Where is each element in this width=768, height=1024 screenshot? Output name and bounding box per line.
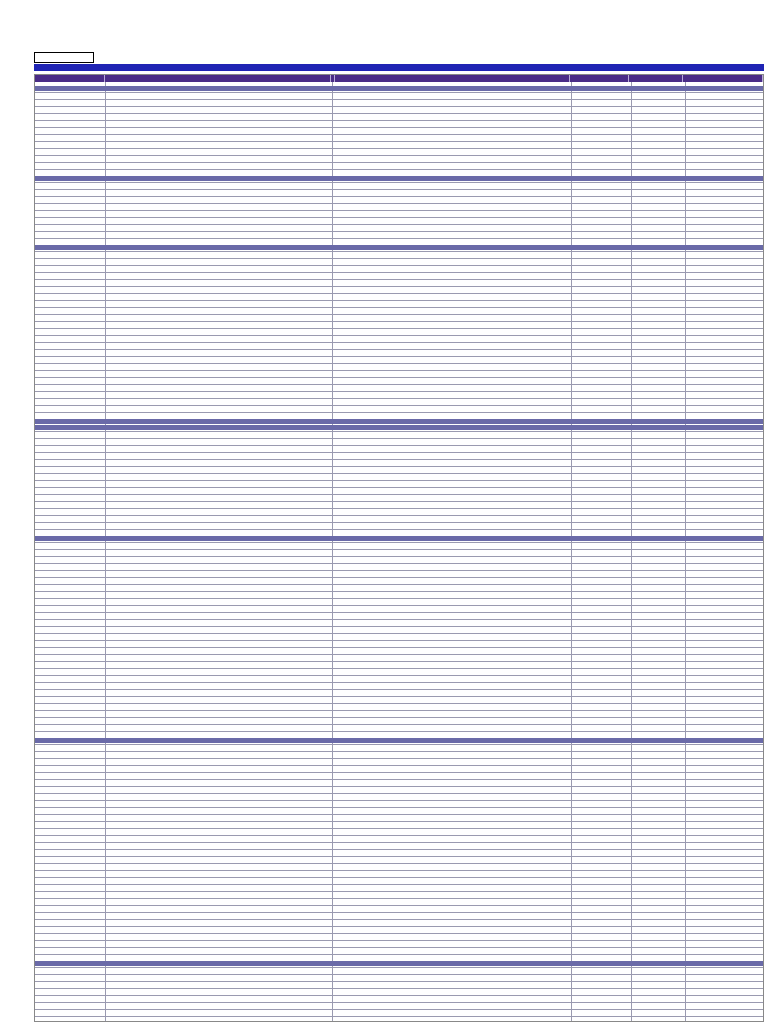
table-row <box>35 398 763 399</box>
table-row <box>35 919 763 920</box>
table-row <box>35 584 763 585</box>
back-to-index-link[interactable] <box>34 52 94 63</box>
table-row <box>35 182 763 183</box>
sheet-title-bar <box>34 64 764 71</box>
table-row <box>35 891 763 892</box>
table-row <box>35 494 763 495</box>
table-row <box>35 113 763 114</box>
table-row <box>35 549 763 550</box>
table-row <box>35 522 763 523</box>
table-row <box>35 779 763 780</box>
table-row <box>35 162 763 163</box>
table-row <box>35 501 763 502</box>
table-row <box>35 591 763 592</box>
table-row <box>35 412 763 413</box>
table-row <box>35 717 763 718</box>
table-row <box>35 563 763 564</box>
table-row <box>35 363 763 364</box>
table-row <box>35 335 763 336</box>
section-band <box>35 961 763 966</box>
table-row <box>35 300 763 301</box>
table-row <box>35 605 763 606</box>
table-row <box>35 473 763 474</box>
table-row <box>35 169 763 170</box>
table-row <box>35 954 763 955</box>
table-row <box>35 856 763 857</box>
table-row <box>35 835 763 836</box>
table-row <box>35 898 763 899</box>
table-row <box>35 556 763 557</box>
table-row <box>35 92 763 93</box>
table-row <box>35 127 763 128</box>
table-row <box>35 772 763 773</box>
table-row <box>35 884 763 885</box>
table-row <box>35 1009 763 1010</box>
table-row <box>35 293 763 294</box>
table-row <box>35 1002 763 1003</box>
column-divider <box>685 82 686 1022</box>
table-row <box>35 480 763 481</box>
table-row <box>35 751 763 752</box>
table-row <box>35 933 763 934</box>
table-row <box>35 258 763 259</box>
table-header <box>35 75 763 82</box>
table-row <box>35 877 763 878</box>
table-row <box>35 710 763 711</box>
table-row <box>35 807 763 808</box>
table-row <box>35 981 763 982</box>
table-row <box>35 231 763 232</box>
column-divider <box>105 82 106 1022</box>
table-row <box>35 328 763 329</box>
table-row <box>35 912 763 913</box>
section-band <box>35 536 763 541</box>
table-row <box>35 940 763 941</box>
column-divider <box>631 82 632 1022</box>
table-row <box>35 598 763 599</box>
table-row <box>35 842 763 843</box>
table-row <box>35 758 763 759</box>
table-row <box>35 384 763 385</box>
table-row <box>35 626 763 627</box>
section-band <box>35 425 763 430</box>
table-row <box>35 731 763 732</box>
table-row <box>35 120 763 121</box>
table-row <box>35 974 763 975</box>
table-row <box>35 314 763 315</box>
table-row <box>35 321 763 322</box>
table-row <box>35 203 763 204</box>
table-row <box>35 529 763 530</box>
table-row <box>35 668 763 669</box>
table-row <box>35 391 763 392</box>
table-row <box>35 106 763 107</box>
table-row <box>35 148 763 149</box>
table-row <box>35 466 763 467</box>
table-row <box>35 689 763 690</box>
table-row <box>35 224 763 225</box>
table-body <box>35 82 763 1022</box>
table-row <box>35 508 763 509</box>
table-row <box>35 863 763 864</box>
table-row <box>35 633 763 634</box>
table-row <box>35 870 763 871</box>
table-row <box>35 238 763 239</box>
table-row <box>35 661 763 662</box>
table-row <box>35 793 763 794</box>
table-row <box>35 682 763 683</box>
section-band <box>35 419 763 424</box>
table-row <box>35 272 763 273</box>
table-row <box>35 947 763 948</box>
table-row <box>35 542 763 543</box>
table-row <box>35 570 763 571</box>
table-row <box>35 654 763 655</box>
table-row <box>35 210 763 211</box>
section-band <box>35 86 763 91</box>
table-row <box>35 438 763 439</box>
table-row <box>35 612 763 613</box>
section-band <box>35 176 763 181</box>
table-row <box>35 356 763 357</box>
table-row <box>35 647 763 648</box>
table-row <box>35 307 763 308</box>
table-row <box>35 445 763 446</box>
table-row <box>35 967 763 968</box>
table-row <box>35 431 763 432</box>
checklist-table <box>34 74 764 1022</box>
table-row <box>35 1016 763 1017</box>
table-row <box>35 370 763 371</box>
table-row <box>35 349 763 350</box>
table-row <box>35 696 763 697</box>
table-row <box>35 487 763 488</box>
table-row <box>35 265 763 266</box>
table-row <box>35 286 763 287</box>
table-row <box>35 814 763 815</box>
table-row <box>35 141 763 142</box>
table-row <box>35 640 763 641</box>
table-row <box>35 377 763 378</box>
table-row <box>35 452 763 453</box>
table-row <box>35 279 763 280</box>
table-row <box>35 155 763 156</box>
column-divider <box>332 82 333 1022</box>
table-row <box>35 577 763 578</box>
table-row <box>35 821 763 822</box>
section-band <box>35 245 763 250</box>
table-row <box>35 405 763 406</box>
table-row <box>35 619 763 620</box>
table-row <box>35 988 763 989</box>
table-row <box>35 675 763 676</box>
table-row <box>35 905 763 906</box>
table-row <box>35 828 763 829</box>
table-row <box>35 342 763 343</box>
table-row <box>35 800 763 801</box>
table-row <box>35 196 763 197</box>
table-row <box>35 765 763 766</box>
table-row <box>35 724 763 725</box>
table-row <box>35 515 763 516</box>
table-row <box>35 189 763 190</box>
table-row <box>35 703 763 704</box>
table-row <box>35 134 763 135</box>
table-row <box>35 251 763 252</box>
table-row <box>35 217 763 218</box>
table-row <box>35 99 763 100</box>
column-divider <box>571 82 572 1022</box>
table-row <box>35 995 763 996</box>
table-row <box>35 849 763 850</box>
table-row <box>35 744 763 745</box>
table-row <box>35 926 763 927</box>
table-row <box>35 459 763 460</box>
table-row <box>35 786 763 787</box>
section-band <box>35 738 763 743</box>
